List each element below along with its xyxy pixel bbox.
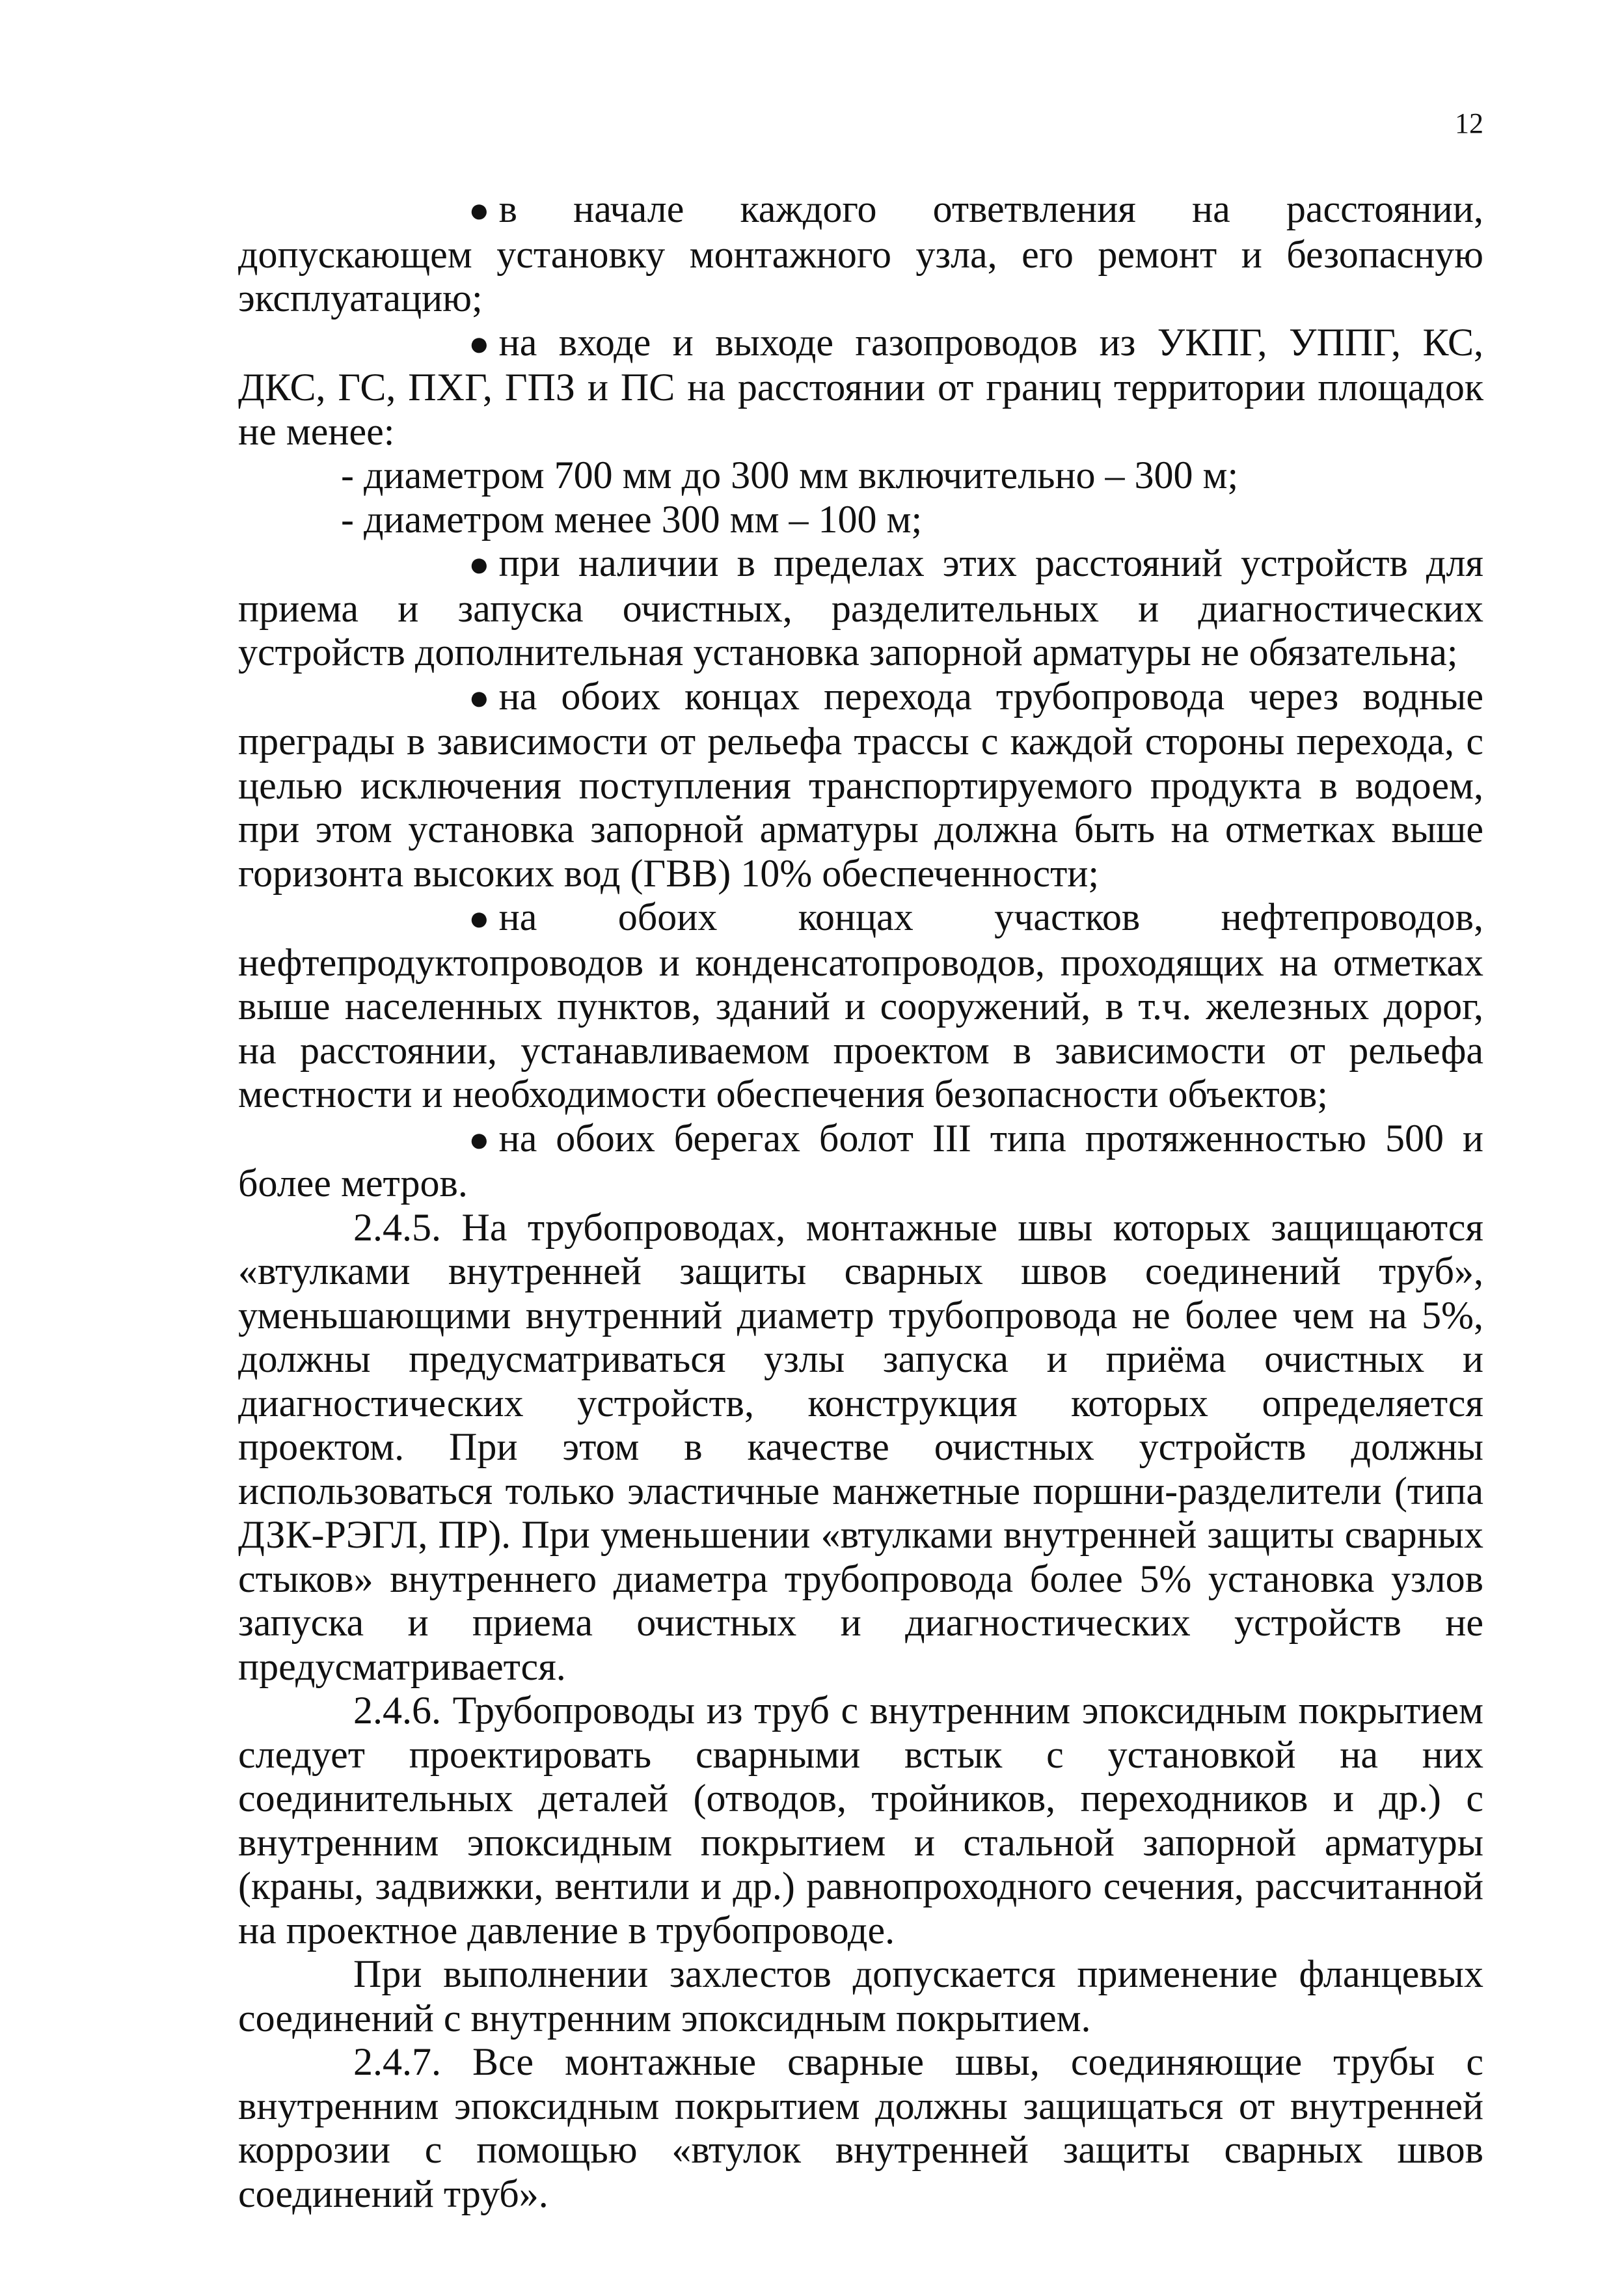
section-2-4-5: 2.4.5. На трубопроводах, монтажные швы которых защищаются «втулками внутренней защиты сварных швов соединений труб», уменьшающими внутренний диаметр трубопровода не более чем на 5%, должны предусматриваться узлы запуска и приёма очистных и диагностических устройств, конструкция которых определяется проектом. При этом в качестве очистных устройств должны использоваться только эластичные манжетные поршни-разделители (типа ДЗК-РЭГЛ, ПР). При уменьшении «втулками внутренней защиты сварных стыков» внутреннего диаметра трубопровода более 5% установка узлов запуска и приема очистных и диагностических устройств не предусматривается. — [238, 1205, 1483, 1688]
section-2-4-7: 2.4.7. Все монтажные сварные швы, соединяющие трубы с внутренним эпоксидным покрытием должны защищаться от внутренней коррозии с помощью «втулок внутренней защиты сварных швов соединений труб». — [238, 2040, 1483, 2215]
bullet-item-gas-inlet-outlet — [238, 321, 1483, 454]
document-body — [238, 187, 1483, 2216]
dash-item-diameter-300: - диаметром менее 300 мм – 100 м; — [341, 497, 923, 541]
bullet-icon: ● — [468, 899, 490, 938]
bullet-icon: ● — [468, 545, 490, 584]
paragraph-text: на обоих концах участков нефтепроводов, нефтепродуктопроводов и конденсатопроводов, проходящих на отметках выше населенных пунктов, зданий и сооружений, в т.ч. железных дорог, на расстоянии, устанавливаемом проектом в зависимости от рельефа местности и необходимости обеспечения безопасности объектов; — [238, 895, 1483, 1115]
page-number: 12 — [1455, 107, 1483, 139]
paragraph-text: в начале каждого ответвления на расстоянии, допускающем установку монтажного узла, его ремонт и безопасную эксплуатацию; — [238, 187, 1483, 320]
bullet-icon: ● — [468, 323, 490, 363]
paragraph-text: на входе и выходе газопроводов из УКПГ, УППГ, КС, ДКС, ГС, ПХГ, ГПЗ и ПС на расстоянии от границ территории площадок не менее: — [238, 320, 1483, 453]
bullet-icon: ● — [468, 1119, 490, 1159]
bullet-item-launch-devices — [238, 541, 1483, 675]
paragraph-text: при наличии в пределах этих расстояний устройств для приема и запуска очистных, разделительных и диагностических устройств дополнительная установка запорной арматуры не обязательна; — [238, 541, 1483, 674]
bullet-item-elevated-sections — [238, 895, 1483, 1117]
dash-item-diameter-700: - диаметром 700 мм до 300 мм включительно – 300 м; — [341, 454, 1239, 497]
paragraph-text: на обоих концах перехода трубопровода через водные преграды в зависимости от рельефа трассы с каждой стороны перехода, с целью исключения поступления транспортируемого продукта в водоем, при этом установка запорной арматуры должна быть на отметках выше горизонта высоких вод (ГВВ) 10% обеспеченности; — [238, 674, 1483, 895]
bullet-item-branch-start — [238, 187, 1483, 321]
paragraph-flange-connections: При выполнении захлестов допускается применение фланцевых соединений с внутренним эпоксидным покрытием. — [238, 1952, 1483, 2040]
bullet-item-swamp-banks — [238, 1117, 1483, 1206]
bullet-icon: ● — [468, 191, 490, 230]
bullet-item-water-crossing — [238, 675, 1483, 896]
section-2-4-6: 2.4.6. Трубопроводы из труб с внутренним эпоксидным покрытием следует проектировать сварными встык с установкой на них соединительных деталей (отводов, тройников, переходников и др.) с внутренним эпоксидным покрытием и стальной запорной арматуры (краны, задвижки, вентили и др.) равнопроходного сечения, рассчитанной на проектное давление в трубопроводе. — [238, 1689, 1483, 1952]
paragraph-text: на обоих берегах болот III типа протяженностью 500 и более метров. — [238, 1116, 1483, 1205]
bullet-icon: ● — [468, 677, 490, 717]
